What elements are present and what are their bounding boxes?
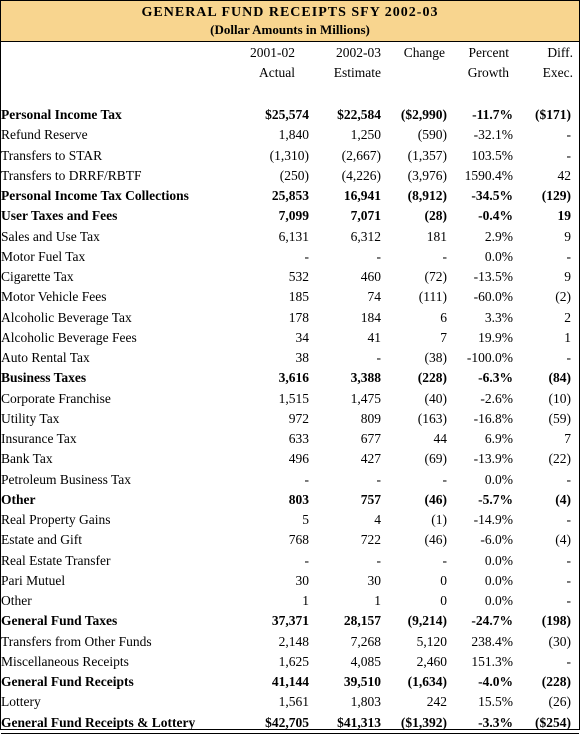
cell-estimate: 427	[360, 451, 381, 467]
row-label: Bank Tax	[1, 451, 53, 467]
cell-diff-exec: (4)	[555, 532, 571, 548]
cell-actual: 30	[295, 572, 309, 588]
cell-actual: (250)	[279, 167, 309, 183]
cell-percent-growth: 151.3%	[471, 653, 513, 669]
cell-estimate: 6,312	[350, 228, 381, 244]
cell-change: (163)	[417, 410, 447, 426]
cell-percent-growth: 15.5%	[478, 694, 513, 710]
cell-actual: 2,148	[278, 633, 309, 649]
row-label: Motor Fuel Tax	[1, 248, 86, 264]
cell-diff-exec: (198)	[541, 613, 571, 629]
cell-change: (72)	[424, 269, 447, 285]
row-label: Other	[1, 593, 32, 609]
table-row	[1, 611, 579, 631]
cell-change: (590)	[417, 127, 447, 143]
cell-change: (28)	[424, 208, 447, 224]
cell-diff-exec: -	[566, 593, 571, 609]
cell-percent-growth: 103.5%	[471, 147, 513, 163]
cell-estimate: $41,313	[309, 713, 381, 734]
row-label: Transfers from Other Funds	[1, 633, 152, 649]
cell-change: (69)	[424, 451, 447, 467]
cell-actual: (1,310)	[269, 147, 309, 163]
cell-actual: 1,840	[278, 127, 309, 143]
row-label: Lottery	[1, 694, 41, 710]
table-row	[1, 449, 579, 469]
cell-change: (3,976)	[407, 167, 447, 183]
cell-change: (228)	[417, 370, 447, 386]
header-estimate-year: 2002-03	[336, 45, 381, 60]
cell-estimate: 1,250	[350, 127, 381, 143]
cell-actual: 496	[288, 451, 309, 467]
cell-diff-exec: (59)	[548, 410, 571, 426]
cell-change: (8,912)	[407, 188, 447, 204]
header-percent-growth	[453, 43, 509, 83]
cell-actual: -	[304, 248, 309, 264]
cell-change: (1,357)	[407, 147, 447, 163]
cell-percent-growth: -16.8%	[473, 410, 513, 426]
cell-actual: 1,515	[278, 390, 309, 406]
cell-percent-growth: 0.0%	[484, 552, 513, 568]
cell-change: (1)	[431, 512, 447, 528]
row-label: Pari Mutuel	[1, 572, 66, 588]
cell-percent-growth: -34.5%	[471, 188, 513, 204]
cell-diff-exec: (4)	[555, 491, 571, 507]
row-label: Petroleum Business Tax	[1, 471, 132, 487]
table-row	[1, 713, 579, 734]
table-row	[1, 510, 579, 530]
cell-estimate: 757	[360, 491, 381, 507]
cell-diff-exec: -	[566, 572, 571, 588]
table-row	[1, 632, 579, 652]
cell-actual: 3,616	[278, 370, 309, 386]
cell-diff-exec: 2	[564, 309, 571, 325]
cell-change: (1,634)	[407, 674, 447, 690]
cell-actual: -	[304, 471, 309, 487]
cell-actual: 25,853	[271, 188, 309, 204]
table-row	[1, 105, 579, 125]
cell-actual: 38	[295, 350, 309, 366]
cell-estimate: -	[376, 350, 381, 366]
cell-change: ($1,392)	[381, 713, 447, 734]
cell-change: 0	[440, 572, 447, 588]
cell-percent-growth: 3.3%	[484, 309, 513, 325]
table-title: GENERAL FUND RECEIPTS SFY 2002-03	[141, 5, 439, 20]
table-row	[1, 348, 579, 368]
row-label: Personal Income Tax	[1, 107, 122, 123]
cell-estimate: -	[376, 552, 381, 568]
table-row	[1, 692, 579, 712]
cell-diff-exec: (26)	[548, 694, 571, 710]
table-row	[1, 267, 579, 287]
row-label: Personal Income Tax Collections	[1, 188, 189, 204]
cell-estimate: 7,071	[350, 208, 381, 224]
row-label: Alcoholic Beverage Tax	[1, 309, 132, 325]
cell-actual: 41,144	[271, 674, 309, 690]
cell-actual: 6,131	[278, 228, 309, 244]
row-label: General Fund Receipts	[1, 674, 134, 690]
cell-change: (46)	[424, 532, 447, 548]
cell-percent-growth: 0.0%	[484, 471, 513, 487]
cell-estimate: 460	[360, 269, 381, 285]
cell-diff-exec: -	[566, 653, 571, 669]
cell-estimate: 16,941	[343, 188, 381, 204]
cell-percent-growth: -6.3%	[478, 370, 513, 386]
cell-percent-growth: -13.9%	[473, 451, 513, 467]
table-row	[1, 409, 579, 429]
column-header	[1, 42, 579, 107]
cell-diff-exec: -	[566, 471, 571, 487]
cell-diff-exec: (228)	[541, 674, 571, 690]
table-row	[1, 551, 579, 571]
table-row	[1, 125, 579, 145]
cell-diff-exec: ($171)	[535, 107, 571, 123]
cell-diff-exec: 9	[564, 269, 571, 285]
title-banner	[1, 1, 579, 42]
cell-actual: 1,561	[278, 694, 309, 710]
cell-diff-exec: 42	[557, 167, 571, 183]
cell-diff-exec: 7	[564, 431, 571, 447]
table-row	[1, 490, 579, 510]
cell-diff-exec: 1	[564, 329, 571, 345]
cell-change: 5,120	[416, 633, 447, 649]
cell-change: -	[442, 552, 447, 568]
cell-percent-growth: -6.0%	[480, 532, 513, 548]
cell-percent-growth: -5.7%	[478, 491, 513, 507]
table-row	[1, 389, 579, 409]
cell-estimate: 4	[374, 512, 381, 528]
header-estimate	[313, 43, 381, 83]
header-actual-year: 2001-02	[250, 45, 295, 60]
table-row	[1, 146, 579, 166]
cell-change: (9,214)	[407, 613, 447, 629]
cell-change: 0	[440, 593, 447, 609]
cell-actual: 5	[302, 512, 309, 528]
cell-percent-growth: -100.0%	[466, 350, 513, 366]
cell-estimate: $22,584	[337, 107, 381, 123]
receipts-table	[1, 105, 579, 734]
cell-percent-growth: -2.6%	[480, 390, 513, 406]
cell-actual: 768	[288, 532, 309, 548]
cell-percent-growth: 2.9%	[484, 228, 513, 244]
row-label: Motor Vehicle Fees	[1, 289, 107, 305]
cell-estimate: 28,157	[343, 613, 381, 629]
table-row	[1, 287, 579, 307]
row-label: Insurance Tax	[1, 431, 77, 447]
cell-percent-growth: -4.0%	[478, 674, 513, 690]
cell-change: 6	[440, 309, 447, 325]
table-row	[1, 368, 579, 388]
cell-estimate: -	[376, 471, 381, 487]
cell-percent-growth: 0.0%	[484, 248, 513, 264]
header-estimate-label: Estimate	[333, 65, 381, 80]
row-label: Estate and Gift	[1, 532, 82, 548]
cell-percent-growth: -24.7%	[471, 613, 513, 629]
header-diff-exec	[525, 43, 573, 83]
header-diff: Diff.	[547, 45, 573, 60]
row-label: Cigarette Tax	[1, 269, 74, 285]
row-label: Miscellaneous Receipts	[1, 653, 129, 669]
row-label: Transfers to STAR	[1, 147, 103, 163]
cell-diff-exec: -	[566, 127, 571, 143]
cell-estimate: 3,388	[350, 370, 381, 386]
cell-percent-growth: 238.4%	[471, 633, 513, 649]
row-label: Real Property Gains	[1, 512, 111, 528]
cell-percent-growth: 0.0%	[484, 593, 513, 609]
row-label: Utility Tax	[1, 410, 60, 426]
cell-diff-exec: -	[566, 512, 571, 528]
table-row	[1, 530, 579, 550]
table-row	[1, 591, 579, 611]
cell-estimate: 809	[360, 410, 381, 426]
row-label: Auto Rental Tax	[1, 350, 90, 366]
table-row	[1, 571, 579, 591]
row-label: Business Taxes	[1, 370, 87, 386]
cell-estimate: 1,803	[350, 694, 381, 710]
cell-actual: 803	[288, 491, 309, 507]
cell-estimate: 722	[360, 532, 381, 548]
table-subtitle: (Dollar Amounts in Millions)	[210, 22, 370, 37]
cell-diff-exec: (10)	[548, 390, 571, 406]
cell-estimate: 74	[367, 289, 381, 305]
cell-actual: 7,099	[278, 208, 309, 224]
cell-diff-exec: (30)	[548, 633, 571, 649]
cell-actual: 1	[302, 593, 309, 609]
cell-actual: 185	[288, 289, 309, 305]
row-label: Transfers to DRRF/RBTF	[1, 167, 142, 183]
cell-estimate: 677	[360, 431, 381, 447]
cell-percent-growth: 1590.4%	[464, 167, 513, 183]
cell-percent-growth: -14.9%	[473, 512, 513, 528]
cell-change: (111)	[418, 289, 447, 305]
cell-diff-exec: 19	[557, 208, 571, 224]
cell-change: -	[442, 471, 447, 487]
header-actual-label: Actual	[259, 65, 295, 80]
cell-actual: 37,371	[271, 613, 309, 629]
header-percent: Percent	[468, 45, 509, 60]
cell-estimate: 7,268	[350, 633, 381, 649]
cell-diff-exec: (84)	[548, 370, 571, 386]
row-label: Other	[1, 491, 36, 507]
cell-estimate: 30	[367, 572, 381, 588]
cell-actual: 178	[288, 309, 309, 325]
row-label: General Fund Taxes	[1, 613, 118, 629]
cell-estimate: 184	[360, 309, 381, 325]
cell-diff-exec: (22)	[548, 451, 571, 467]
cell-diff-exec: ($254)	[515, 713, 579, 734]
cell-percent-growth: -60.0%	[473, 289, 513, 305]
table-row	[1, 186, 579, 206]
cell-estimate: 39,510	[343, 674, 381, 690]
row-label: User Taxes and Fees	[1, 208, 118, 224]
header-actual	[241, 43, 295, 83]
table-row	[1, 227, 579, 247]
table-row	[1, 652, 579, 672]
cell-percent-growth: -32.1%	[473, 127, 513, 143]
row-label: Alcoholic Beverage Fees	[1, 329, 137, 345]
table-row	[1, 166, 579, 186]
cell-diff-exec: (2)	[555, 289, 571, 305]
cell-percent-growth: -3.3%	[447, 713, 515, 734]
table-row	[1, 328, 579, 348]
table-row	[1, 470, 579, 490]
cell-percent-growth: -13.5%	[473, 269, 513, 285]
cell-percent-growth: 19.9%	[478, 329, 513, 345]
cell-change: 181	[426, 228, 447, 244]
cell-actual: 34	[295, 329, 309, 345]
cell-diff-exec: -	[566, 350, 571, 366]
row-label: Refund Reserve	[1, 127, 88, 143]
cell-change: 242	[426, 694, 447, 710]
row-label: Real Estate Transfer	[1, 552, 111, 568]
cell-diff-exec: (129)	[541, 188, 571, 204]
table-row	[1, 206, 579, 226]
table-row	[1, 672, 579, 692]
cell-diff-exec: 9	[564, 228, 571, 244]
cell-diff-exec: -	[566, 552, 571, 568]
table-row	[1, 429, 579, 449]
row-label: General Fund Receipts & Lottery	[1, 713, 241, 734]
cell-change: 7	[440, 329, 447, 345]
cell-actual: -	[304, 552, 309, 568]
header-change-label: Change	[403, 45, 445, 60]
cell-actual: 532	[288, 269, 309, 285]
row-label: Sales and Use Tax	[1, 228, 100, 244]
cell-change: (40)	[424, 390, 447, 406]
header-exec: Exec.	[542, 65, 573, 80]
cell-diff-exec: -	[566, 248, 571, 264]
cell-actual: 972	[288, 410, 309, 426]
header-change	[393, 43, 445, 63]
header-growth: Growth	[467, 65, 509, 80]
cell-change: 2,460	[416, 653, 447, 669]
cell-actual: 1,625	[278, 653, 309, 669]
table-row	[1, 247, 579, 267]
cell-change: 44	[433, 431, 447, 447]
cell-estimate: (4,226)	[341, 167, 381, 183]
cell-estimate: 41	[367, 329, 381, 345]
cell-percent-growth: -11.7%	[472, 107, 513, 123]
cell-change: ($2,990)	[400, 107, 447, 123]
cell-change: (46)	[424, 491, 447, 507]
cell-estimate: (2,667)	[341, 147, 381, 163]
cell-percent-growth: -0.4%	[478, 208, 513, 224]
cell-percent-growth: 0.0%	[484, 572, 513, 588]
cell-estimate: 1,475	[350, 390, 381, 406]
cell-estimate: -	[376, 248, 381, 264]
cell-actual: 633	[288, 431, 309, 447]
cell-diff-exec: -	[566, 147, 571, 163]
cell-estimate: 4,085	[350, 653, 381, 669]
cell-change: (38)	[424, 350, 447, 366]
cell-estimate: 1	[374, 593, 381, 609]
cell-actual: $25,574	[265, 107, 309, 123]
cell-percent-growth: 6.9%	[484, 431, 513, 447]
cell-change: -	[442, 248, 447, 264]
cell-actual: $42,705	[241, 713, 309, 734]
table-row	[1, 308, 579, 328]
row-label: Corporate Franchise	[1, 390, 111, 406]
